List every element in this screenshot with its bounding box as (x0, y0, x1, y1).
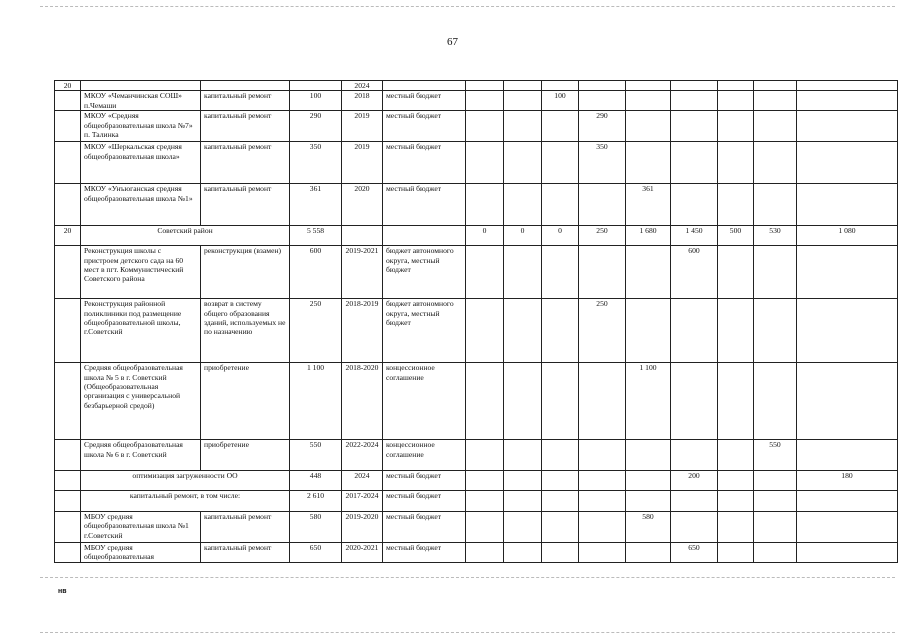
table-cell (504, 491, 542, 512)
table-cell (504, 440, 542, 471)
table-cell (504, 512, 542, 543)
table-cell (466, 111, 504, 142)
table-cell (55, 299, 81, 363)
table-cell (542, 81, 579, 91)
table-cell (579, 91, 626, 111)
table-cell (626, 543, 671, 563)
table-cell (55, 440, 81, 471)
table-cell (754, 184, 797, 226)
table-cell: 2022-2024 (342, 440, 383, 471)
table-row (55, 299, 898, 363)
table-cell (55, 142, 81, 184)
table-cell (579, 363, 626, 440)
table-cell (504, 81, 542, 91)
table-cell (671, 142, 718, 184)
table-cell: 20 (55, 226, 81, 246)
table-row (55, 142, 898, 184)
table-cell (626, 111, 671, 142)
table-cell: 2018 (342, 91, 383, 111)
table-cell: 1 100 (290, 363, 342, 440)
table-cell: капитальный ремонт (201, 111, 290, 142)
table-cell (579, 491, 626, 512)
table-cell (542, 512, 579, 543)
table-cell (671, 111, 718, 142)
table-cell (718, 363, 754, 440)
table-cell (671, 184, 718, 226)
table-cell: 180 (797, 471, 898, 491)
table-row (55, 91, 898, 111)
table-cell: Средняя общеобразовательная школа № 6 в г. Советский (81, 440, 201, 471)
table-cell: 1 680 (626, 226, 671, 246)
table-cell (542, 363, 579, 440)
table-cell: 2 610 (290, 491, 342, 512)
table-cell (626, 246, 671, 299)
table-cell (797, 491, 898, 512)
table-cell (671, 491, 718, 512)
table-cell: капитальный ремонт (201, 543, 290, 563)
table-cell (55, 111, 81, 142)
table-cell (718, 246, 754, 299)
table-cell: Реконструкция районной поликлиники под размещение общеобразовательной школы, г.Советский (81, 299, 201, 363)
table-cell (466, 184, 504, 226)
table-cell (718, 184, 754, 226)
table-cell (504, 246, 542, 299)
table-cell: 530 (754, 226, 797, 246)
table-cell (55, 91, 81, 111)
table-cell (754, 299, 797, 363)
table-cell (626, 471, 671, 491)
table-cell (797, 299, 898, 363)
table-cell (579, 246, 626, 299)
table-row (55, 81, 898, 91)
table-cell (466, 81, 504, 91)
table-cell (542, 246, 579, 299)
table-cell: 2019 (342, 111, 383, 142)
table-cell (466, 471, 504, 491)
table-cell (718, 91, 754, 111)
table-cell: приобретение (201, 440, 290, 471)
table-cell: 448 (290, 471, 342, 491)
table-cell: 250 (290, 299, 342, 363)
table-cell (579, 81, 626, 91)
table-row (55, 363, 898, 440)
table-cell (466, 440, 504, 471)
table-cell (504, 299, 542, 363)
table-cell (626, 299, 671, 363)
table-cell: местный бюджет (383, 512, 466, 543)
table-cell: местный бюджет (383, 543, 466, 563)
table-cell: местный бюджет (383, 184, 466, 226)
table-cell (671, 91, 718, 111)
table-cell (718, 81, 754, 91)
table-cell (754, 81, 797, 91)
table-cell (504, 111, 542, 142)
table-cell (579, 543, 626, 563)
table-cell: Средняя общеобразовательная школа № 5 в г. Советский (Общеобразовательная организация с универсальной безбарьерной средой) (81, 363, 201, 440)
table-cell: 600 (671, 246, 718, 299)
table-cell (671, 440, 718, 471)
table-cell (797, 142, 898, 184)
investment-table-wrap (54, 80, 897, 563)
table-cell (797, 363, 898, 440)
table-cell (626, 91, 671, 111)
table-cell: капитальный ремонт, в том числе: (81, 491, 290, 512)
table-cell (754, 111, 797, 142)
table-cell: концессионное соглашение (383, 440, 466, 471)
table-cell (383, 226, 466, 246)
table-cell: местный бюджет (383, 142, 466, 184)
table-cell (579, 512, 626, 543)
table-cell: МБОУ средняя общеобразовательная (81, 543, 201, 563)
table-cell (466, 142, 504, 184)
table-cell: МБОУ средняя общеобразовательная школа №1 г.Советский (81, 512, 201, 543)
table-cell: 100 (290, 91, 342, 111)
table-cell (504, 363, 542, 440)
table-cell (466, 491, 504, 512)
table-row (55, 111, 898, 142)
table-cell (718, 471, 754, 491)
table-cell: 350 (579, 142, 626, 184)
table-cell: 20 (55, 81, 81, 91)
table-cell (579, 471, 626, 491)
table-cell (754, 142, 797, 184)
table-cell: 361 (290, 184, 342, 226)
table-cell (718, 512, 754, 543)
table-cell (754, 491, 797, 512)
table-cell (542, 491, 579, 512)
table-cell (754, 471, 797, 491)
table-cell (55, 363, 81, 440)
table-cell (290, 81, 342, 91)
table-cell: бюджет автономного округа, местный бюджет (383, 246, 466, 299)
table-cell (797, 512, 898, 543)
table-cell (754, 512, 797, 543)
table-cell: капитальный ремонт (201, 142, 290, 184)
table-cell (718, 491, 754, 512)
table-cell (718, 142, 754, 184)
table-cell (671, 512, 718, 543)
table-cell (754, 246, 797, 299)
table-cell (671, 299, 718, 363)
table-cell (797, 81, 898, 91)
table-cell: 2019 (342, 142, 383, 184)
table-cell: 350 (290, 142, 342, 184)
table-cell: 200 (671, 471, 718, 491)
table-cell (466, 91, 504, 111)
table-cell (718, 111, 754, 142)
table-cell: 290 (290, 111, 342, 142)
table-cell (55, 491, 81, 512)
table-cell: 2024 (342, 471, 383, 491)
table-cell (542, 142, 579, 184)
table-body (55, 81, 898, 563)
table-cell: 2019-2020 (342, 512, 383, 543)
table-cell (797, 111, 898, 142)
table-row (55, 184, 898, 226)
table-cell: 290 (579, 111, 626, 142)
table-cell (55, 471, 81, 491)
table-cell: 250 (579, 226, 626, 246)
table-cell (671, 81, 718, 91)
table-row (55, 440, 898, 471)
table-row-district-total (55, 226, 898, 246)
table-cell: 2020-2021 (342, 543, 383, 563)
table-cell (504, 471, 542, 491)
table-cell (466, 512, 504, 543)
table-cell (542, 543, 579, 563)
table-cell: 500 (718, 226, 754, 246)
table-cell: 2017-2024 (342, 491, 383, 512)
table-cell (626, 142, 671, 184)
table-cell: 550 (754, 440, 797, 471)
table-cell (754, 543, 797, 563)
table-cell (797, 91, 898, 111)
table-cell (504, 543, 542, 563)
table-cell (542, 440, 579, 471)
table-cell: капитальный ремонт (201, 512, 290, 543)
table-cell (626, 491, 671, 512)
table-row-summary (55, 471, 898, 491)
table-cell: 550 (290, 440, 342, 471)
table-cell (626, 440, 671, 471)
table-cell (81, 81, 201, 91)
table-cell (504, 91, 542, 111)
table-cell: Советский район (81, 226, 290, 246)
table-cell: 2019-2021 (342, 246, 383, 299)
table-cell (754, 91, 797, 111)
table-cell (718, 299, 754, 363)
table-cell: 650 (290, 543, 342, 563)
table-cell: 1 100 (626, 363, 671, 440)
table-cell: реконструкция (взамен) (201, 246, 290, 299)
table-cell (504, 142, 542, 184)
table-cell: местный бюджет (383, 471, 466, 491)
table-cell: Реконструкция школы с пристроем детского сада на 60 мест в пгт. Коммунистический Советского района (81, 246, 201, 299)
table-cell: 0 (466, 226, 504, 246)
table-cell (55, 184, 81, 226)
table-cell: бюджет автономного округа, местный бюджет (383, 299, 466, 363)
table-cell: оптимизация загруженности ОО (81, 471, 290, 491)
table-cell (542, 184, 579, 226)
table-cell: 650 (671, 543, 718, 563)
table-cell (466, 543, 504, 563)
table-cell: 580 (626, 512, 671, 543)
table-row (55, 246, 898, 299)
table-cell (342, 226, 383, 246)
table-cell (542, 471, 579, 491)
table-cell: МКОУ «Шеркальская средняя общеобразовательная школа» (81, 142, 201, 184)
table-cell: 0 (542, 226, 579, 246)
table-cell (626, 81, 671, 91)
table-cell (797, 440, 898, 471)
table-cell: МКОУ «Чеманчинская СОШ» п.Чемаши (81, 91, 201, 111)
table-cell: капитальный ремонт (201, 184, 290, 226)
table-cell (579, 440, 626, 471)
table-cell: МКОУ «Унъюганская средняя общеобразовательная школа №1» (81, 184, 201, 226)
table-cell: приобретение (201, 363, 290, 440)
table-cell: 1 080 (797, 226, 898, 246)
table-cell: 361 (626, 184, 671, 226)
table-cell: местный бюджет (383, 491, 466, 512)
table-cell (797, 246, 898, 299)
table-cell (542, 111, 579, 142)
investment-table (54, 80, 898, 563)
table-cell (579, 184, 626, 226)
table-cell (466, 246, 504, 299)
table-cell (718, 543, 754, 563)
table-cell (797, 184, 898, 226)
table-cell: возврат в систему общего образования зданий, используемых не по назначению (201, 299, 290, 363)
table-cell: 1 450 (671, 226, 718, 246)
table-cell (55, 246, 81, 299)
table-cell: 2018-2020 (342, 363, 383, 440)
table-cell (718, 440, 754, 471)
table-cell (466, 363, 504, 440)
table-cell: 5 558 (290, 226, 342, 246)
table-row (55, 543, 898, 563)
table-cell: местный бюджет (383, 111, 466, 142)
footer-mark: нв (58, 588, 67, 595)
table-cell: 250 (579, 299, 626, 363)
table-cell: 2024 (342, 81, 383, 91)
table-cell (671, 363, 718, 440)
page-number: 67 (447, 36, 458, 48)
table-cell: 580 (290, 512, 342, 543)
table-cell (466, 299, 504, 363)
table-cell: 600 (290, 246, 342, 299)
table-cell: 100 (542, 91, 579, 111)
table-cell: 2020 (342, 184, 383, 226)
table-cell: МКОУ «Средняя общеобразовательная школа №7» п. Талинка (81, 111, 201, 142)
table-cell: местный бюджет (383, 91, 466, 111)
table-cell (55, 512, 81, 543)
table-row-summary (55, 491, 898, 512)
table-cell: 0 (504, 226, 542, 246)
table-cell: капитальный ремонт (201, 91, 290, 111)
table-cell (504, 184, 542, 226)
table-cell (542, 299, 579, 363)
table-cell: концессионное соглашение (383, 363, 466, 440)
table-cell (55, 543, 81, 563)
table-cell (383, 81, 466, 91)
table-row (55, 512, 898, 543)
table-cell (201, 81, 290, 91)
table-cell (754, 363, 797, 440)
table-cell: 2018-2019 (342, 299, 383, 363)
table-cell (797, 543, 898, 563)
